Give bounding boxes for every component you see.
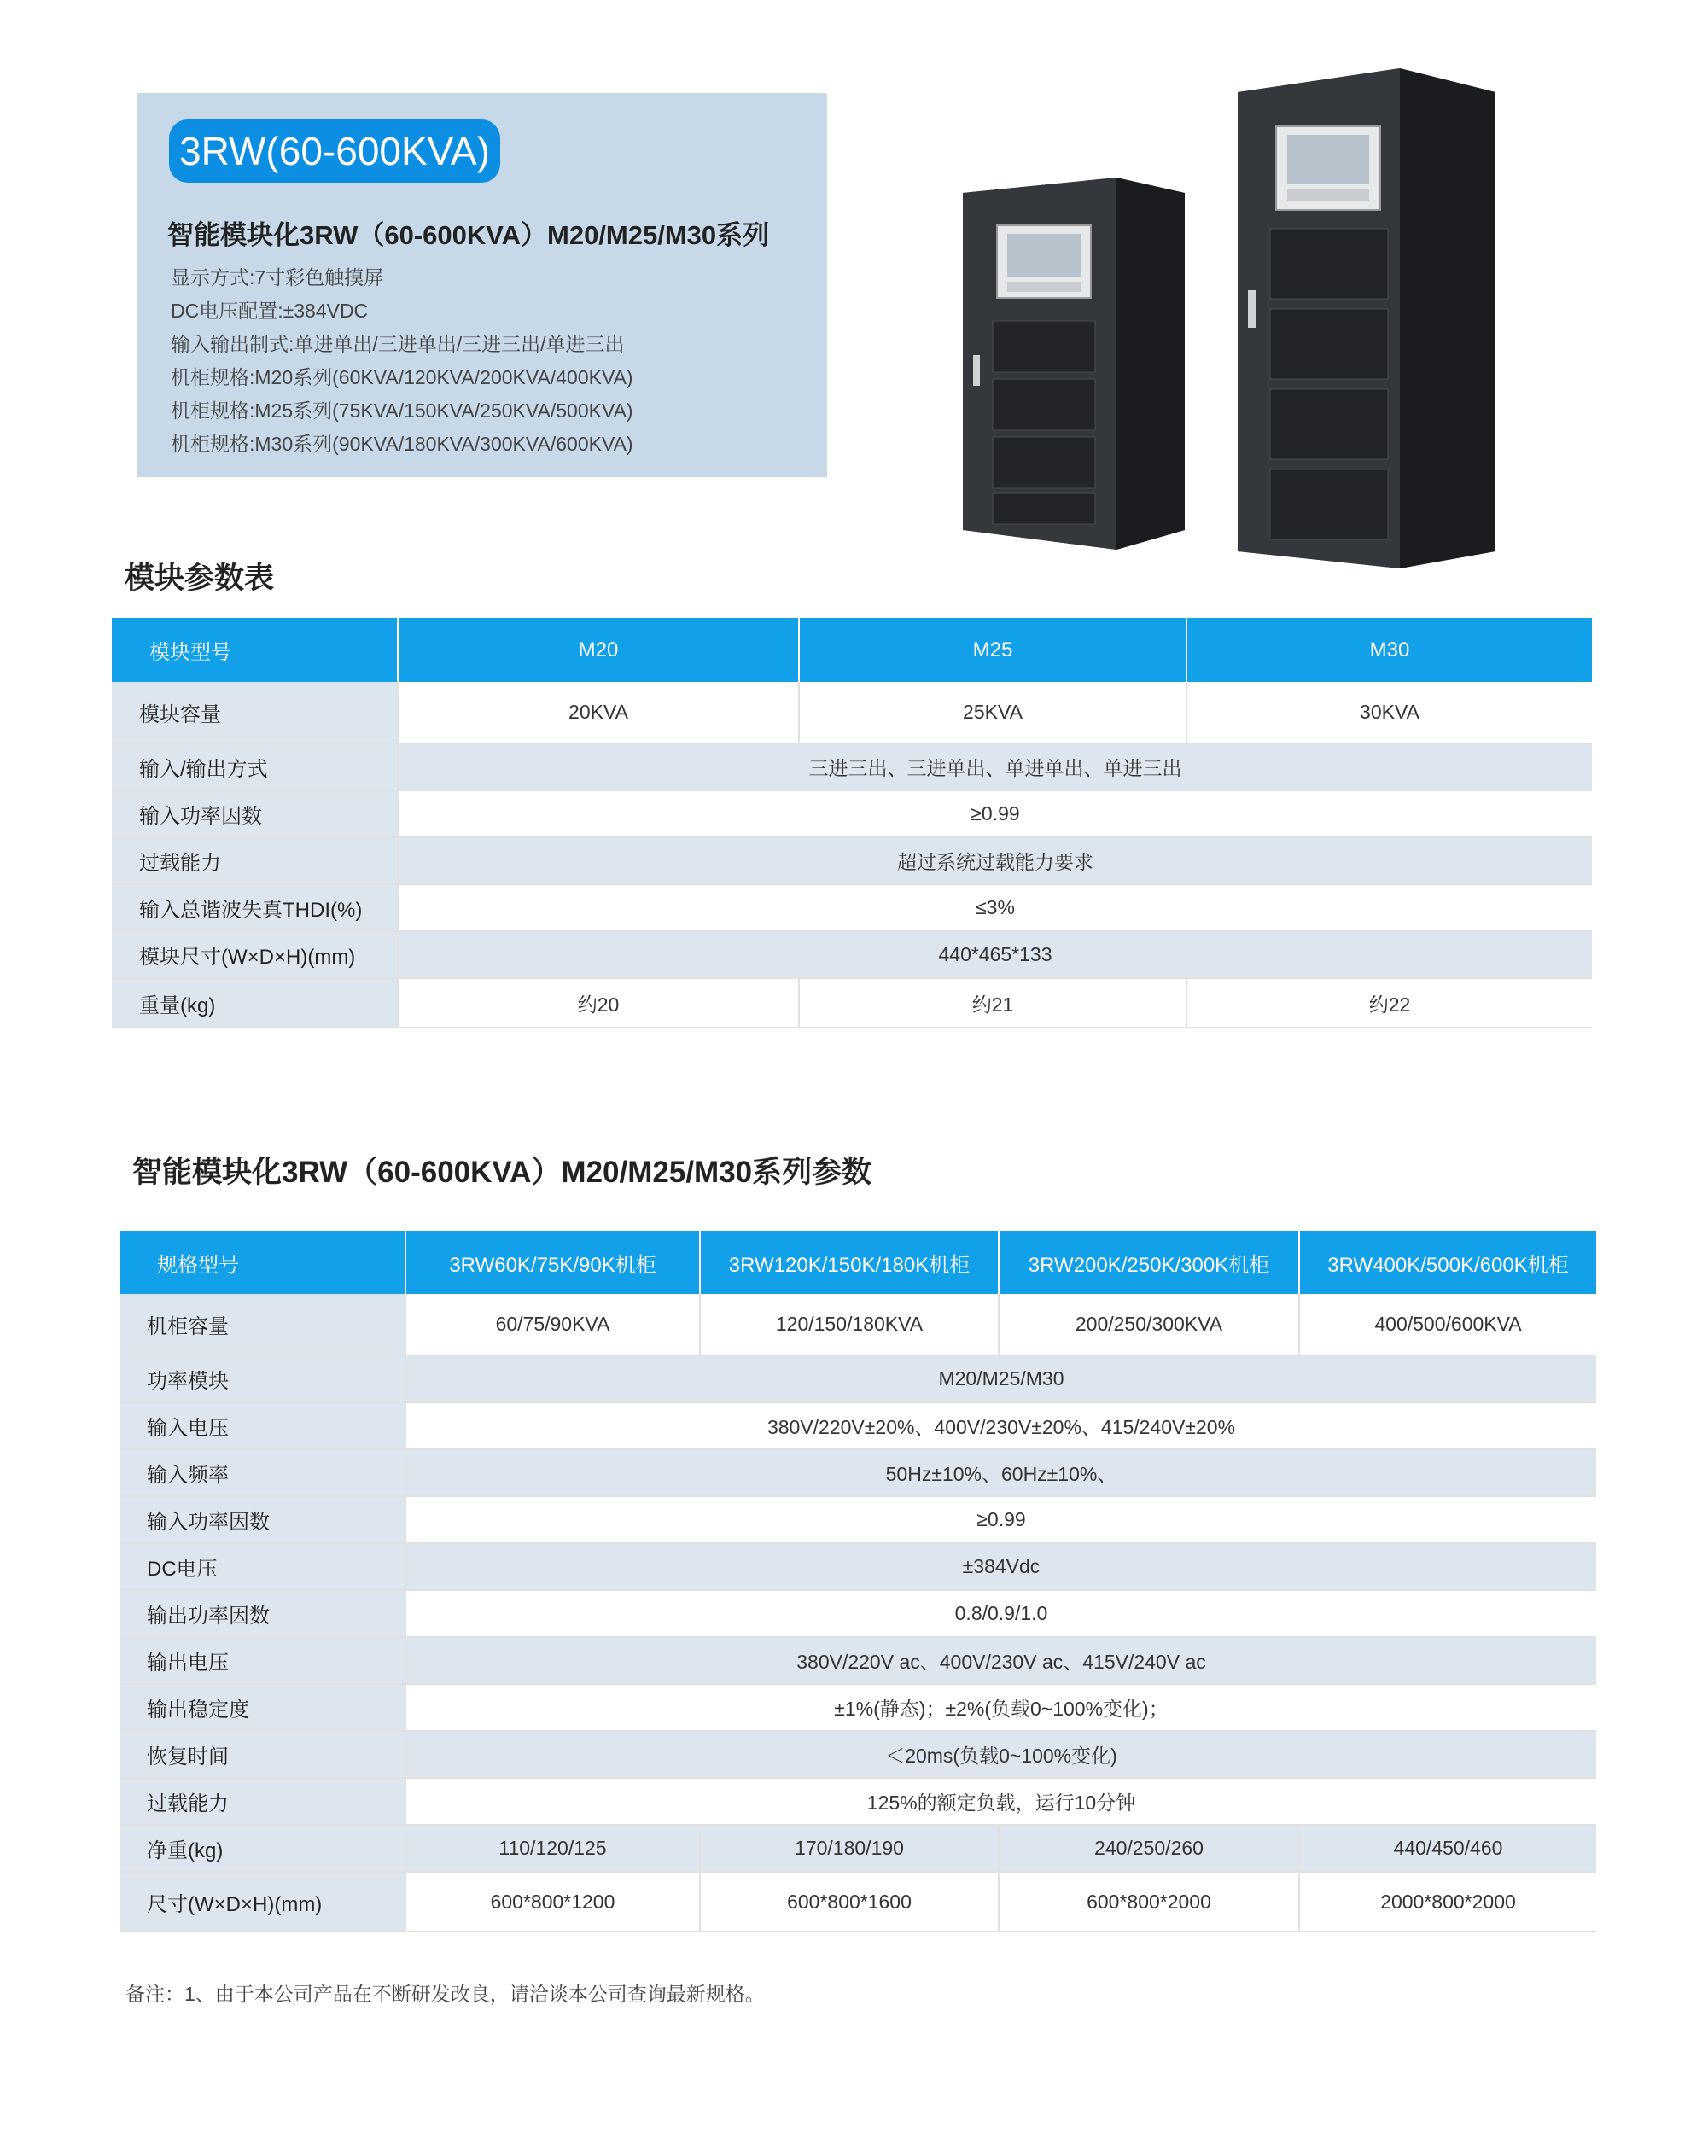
row-label: 恢复时间	[120, 1731, 405, 1778]
table-row	[120, 1637, 1596, 1684]
table-cell: 440*465*133	[398, 931, 1592, 978]
module-table-title: 模块参数表	[125, 562, 275, 595]
table-row	[120, 1402, 1596, 1449]
table-cell: ≤3%	[398, 884, 1592, 931]
table-cell: 380V/220V±20%、400V/230V±20%、415/240V±20%	[405, 1402, 1596, 1449]
footnote: 备注：1、由于本公司产品在不断研发改良，请洽谈本公司查询最新规格。	[125, 1983, 765, 2005]
table-row	[120, 1543, 1596, 1590]
spec-dc-voltage: DC电压配置:±384VDC	[171, 300, 369, 322]
series-badge: 3RW(60-600KVA)	[169, 119, 500, 183]
table-row	[112, 978, 1592, 1028]
row-label: 功率模块	[120, 1355, 405, 1402]
header-cell: M25	[799, 618, 1186, 682]
intro-spec-list	[171, 261, 633, 461]
module-parameter-table	[112, 618, 1592, 1028]
table-cell: 30KVA	[1186, 682, 1592, 743]
table-row	[120, 1778, 1596, 1825]
row-label: 输入功率因数	[112, 790, 398, 837]
table-cell: M20/M25/M30	[405, 1355, 1596, 1402]
table-cell: 440/450/460	[1299, 1825, 1596, 1872]
table-cell: 110/120/125	[405, 1825, 700, 1872]
table-cell: 0.8/0.9/1.0	[405, 1590, 1596, 1637]
series-parameter-table	[120, 1231, 1596, 1932]
table-row	[112, 931, 1592, 978]
row-label: 机柜容量	[120, 1294, 405, 1355]
table-cell: 600*800*1200	[405, 1872, 700, 1932]
header-cell: 3RW120K/150K/180K机柜	[700, 1231, 999, 1294]
table-row	[120, 1731, 1596, 1778]
table-row	[120, 1496, 1596, 1543]
table-row	[120, 1355, 1596, 1402]
row-label: 净重(kg)	[120, 1825, 405, 1872]
table-cell: 50Hz±10%、60Hz±10%、	[405, 1449, 1596, 1496]
row-label: 过载能力	[112, 837, 398, 884]
intro-title: 智能模块化3RW（60-600KVA）M20/M25/M30系列	[167, 220, 770, 250]
spec-cabinet-m25: 机柜规格:M25系列(75KVA/150KVA/250KVA/500KVA)	[171, 399, 633, 422]
large-ups-cabinet-image	[1238, 67, 1498, 570]
header-cell: 规格型号	[120, 1231, 405, 1294]
table-cell: 约22	[1186, 978, 1592, 1028]
table-row	[112, 837, 1592, 884]
row-label: 输出功率因数	[120, 1590, 405, 1637]
row-label: 输出电压	[120, 1637, 405, 1684]
row-label: 输出稳定度	[120, 1684, 405, 1731]
table-row	[120, 1294, 1596, 1355]
row-label: 输入/输出方式	[112, 743, 398, 790]
row-label: 输入功率因数	[120, 1496, 405, 1543]
table-row	[120, 1825, 1596, 1872]
header-cell: 3RW200K/250K/300K机柜	[999, 1231, 1299, 1294]
table-cell: 三进三出、三进单出、单进单出、单进三出	[398, 743, 1592, 790]
table-cell: 600*800*1600	[700, 1872, 999, 1932]
table-cell: ±1%(静态)；±2%(负载0~100%变化)；	[405, 1684, 1596, 1731]
spec-io-mode: 输入输出制式:单进单出/三进单出/三进三出/单进三出	[171, 333, 625, 355]
table-cell: 超过系统过载能力要求	[398, 837, 1592, 884]
table-row	[112, 743, 1592, 790]
table-cell: 20KVA	[398, 682, 799, 743]
table-row	[120, 1684, 1596, 1731]
table-cell: ≥0.99	[398, 790, 1592, 837]
spec-cabinet-m30: 机柜规格:M30系列(90KVA/180KVA/300KVA/600KVA)	[171, 433, 633, 455]
table-row	[112, 884, 1592, 931]
table-cell: 170/180/190	[700, 1825, 999, 1872]
table-cell: 125%的额定负载，运行10分钟	[405, 1778, 1596, 1825]
table-row	[120, 1590, 1596, 1637]
table-header-row	[120, 1231, 1596, 1294]
table-row	[112, 682, 1592, 743]
table-cell: 约20	[398, 978, 799, 1028]
row-label: 输入频率	[120, 1449, 405, 1496]
header-cell: 模块型号	[112, 618, 398, 682]
spec-cabinet-m20: 机柜规格:M20系列(60KVA/120KVA/200KVA/400KVA)	[171, 366, 633, 388]
row-label: 输入电压	[120, 1402, 405, 1449]
table-cell: ≥0.99	[405, 1496, 1596, 1543]
table-cell: 400/500/600KVA	[1299, 1294, 1596, 1355]
table-cell: 25KVA	[799, 682, 1186, 743]
spec-display: 显示方式:7寸彩色触摸屏	[171, 266, 384, 288]
table-cell: 240/250/260	[999, 1825, 1299, 1872]
table-cell: 380V/220V ac、400V/230V ac、415V/240V ac	[405, 1637, 1596, 1684]
series-table-title: 智能模块化3RW（60-600KVA）M20/M25/M30系列参数	[132, 1156, 872, 1189]
table-header-row	[112, 618, 1592, 682]
table-row	[120, 1872, 1596, 1932]
table-row	[120, 1449, 1596, 1496]
table-cell: 2000*800*2000	[1299, 1872, 1596, 1932]
row-label: 模块尺寸(W×D×H)(mm)	[112, 931, 398, 978]
table-cell: ＜20ms(负载0~100%变化)	[405, 1731, 1596, 1778]
row-label: 过载能力	[120, 1778, 405, 1825]
small-ups-cabinet-image	[963, 176, 1193, 551]
table-cell: 200/250/300KVA	[999, 1294, 1299, 1355]
table-cell: 120/150/180KVA	[700, 1294, 999, 1355]
header-cell: M20	[398, 618, 799, 682]
header-cell: 3RW60K/75K/90K机柜	[405, 1231, 700, 1294]
table-cell: 600*800*2000	[999, 1872, 1299, 1932]
table-cell: 60/75/90KVA	[405, 1294, 700, 1355]
row-label: 重量(kg)	[112, 978, 398, 1028]
header-cell: M30	[1186, 618, 1592, 682]
row-label: 模块容量	[112, 682, 398, 743]
row-label: 尺寸(W×D×H)(mm)	[120, 1872, 405, 1932]
table-row	[112, 790, 1592, 837]
row-label: DC电压	[120, 1543, 405, 1590]
row-label: 输入总谐波失真THDI(%)	[112, 884, 398, 931]
table-cell: 约21	[799, 978, 1186, 1028]
header-cell: 3RW400K/500K/600K机柜	[1299, 1231, 1596, 1294]
table-cell: ±384Vdc	[405, 1543, 1596, 1590]
